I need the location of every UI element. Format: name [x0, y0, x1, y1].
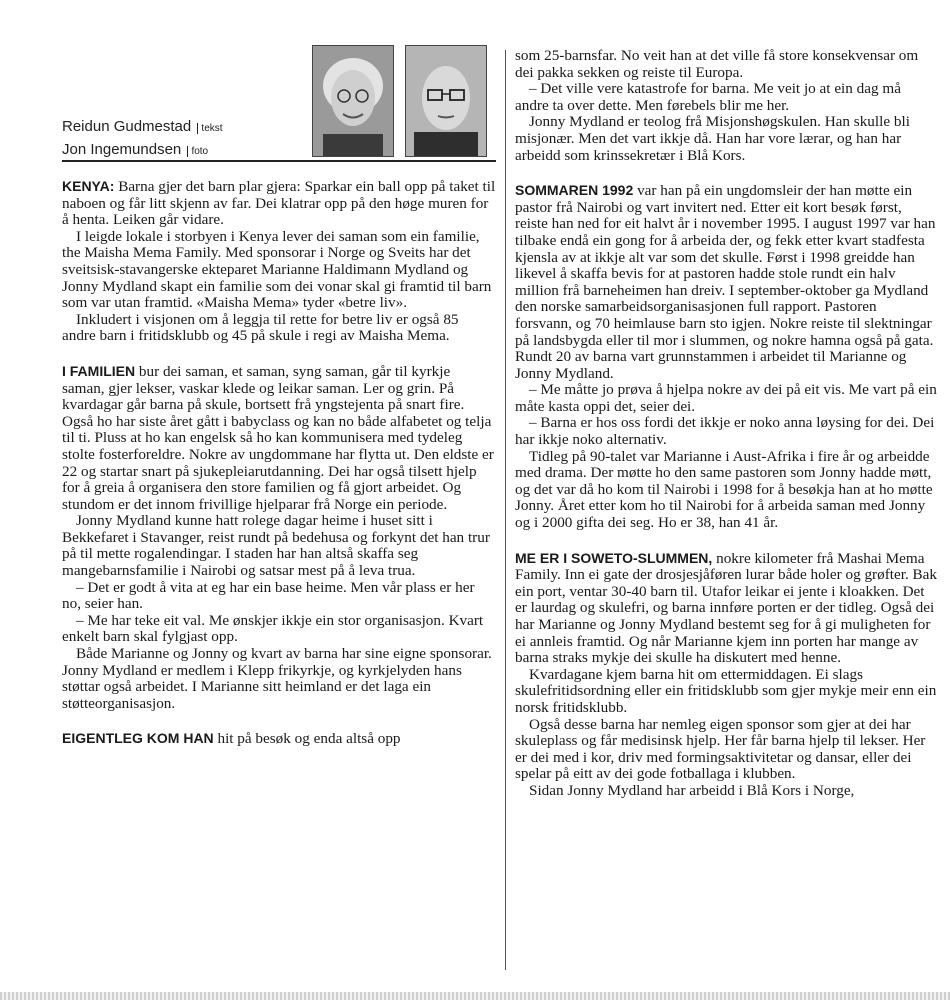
paragraph: SOMMAREN 1992 var han på ein ungdomsleir der han møtte ein pastor frå Nairobi og vart invitert ned. Etter eit kort besøk først, reiste han ned for eit halvt år i november 1995. I august 1997 var han tilbake endå ein gong for å arbeida der, og fekk etter kvart stadfesta kjensla av at ikkje alt var som det skulle. Først i 1998 greidde han likevel å skaffa bevis for at pastoren hadde stole rundt ein halv million frå barneheimen han dreiv. I september-oktober ga Mydland den norske samarbeidsorganisasjonen full rapport. Pastoren forsvann, og 70 heimlause barn sto igjen. Nokre reiste til slektningar på landsbygda eller til mor i slummen, og nokre hamna også på gata. Rundt 20 av barna vart grunnstammen i arbeidet til Marianne og Jonny Mydland.: [515, 182, 936, 382]
credit-role: foto: [187, 146, 208, 157]
byline: [62, 116, 302, 162]
paragraph: Kvardagane kjem barna hit om ettermiddagen. Ei slags skulefritidsordning eller ein fritidsklubb som gjer mykje meir enn ein norsk fritidsklubb.: [515, 665, 937, 716]
credit-name: Jon Ingemundsen: [62, 141, 182, 158]
right-column-text: [515, 48, 937, 800]
paragraph: KENYA: Barna gjer det barn plar gjera: Sparkar ein ball opp på taket til naboen og får litt skjenn av far. Dei klatrar opp på den høge muren for å henta. Leiken går vidare.: [62, 178, 496, 229]
credit-photographer: [62, 139, 302, 162]
paragraph: – Me måtte jo prøva å hjelpa nokre av dei på eit vis. Me vart på ein måte kasta oppi det, seier dei.: [515, 381, 937, 415]
paragraph: – Det er godt å vita at eg har ein base heime. Men vår plass er her no, seier han.: [62, 578, 475, 613]
paragraph: I FAMILIEN bur dei saman, et saman, syng saman, går til kyrkje saman, gjer lekser, vaskar klede og leikar saman. Ler og grin. På kvardagar går barna på skule, bortsett frå yngstejenta på snart fire. Også ho har siste året gått i babyclass og kan no både alfabetet og telja til ti. Pluss at ho kan engelsk så ho kan kommunisera med tydeleg stolte fosterforeldre. Nokre av ungdommane har flytta ut. Den eldste er 22 og startar snart på sjukepleiarutdanning. Dei har også tilsett hjelp for å greia å organisera den store familien og få gjort arbeidet. Og stundom er det innom frivillige hjelparar frå Norge ein periode.: [62, 362, 494, 513]
credit-name: Reidun Gudmestad: [62, 118, 192, 135]
paragraph: Tidleg på 90-talet var Marianne i Aust-Afrika i fire år og arbeidde med drama. Der møtte ho den same pastoren som Jonny hadde møtt, og det var då ho kom til Nairobi i 1998 for å besøkja han at ho møtte Jonny. Året etter kom ho til Nairobi for å arbeida saman med Jonny og i 2000 gifta dei seg. Ho er 38, han 41 år.: [515, 447, 933, 532]
paragraph: Jonny Mydland er teolog frå Misjonshøgskulen. Han skulle bli misjonær. Men det vart ikkje då. Han har vore lærar, og han har arbeidd som krinssekretær i Blå Kors.: [515, 113, 910, 164]
section-lead: I FAMILIEN: [62, 362, 136, 379]
paragraph: ME ER I SOWETO-SLUMMEN, nokre kilometer frå Mashai Mema Family. Inn ei gate der drosjesjåføren lurar både holer og grøfter. Bak ein port, ventar 30-40 barn til. Utafor leikar ei jente i kloakken. Det er laurdag og skulefri, og barna innføre porten er der tidleg. Også dei har Marianne og Jonny Mydland bestemt seg for å gi muligheten for ei annleis framtid. Og når Marianne kjem inn porten har mange av barna straks mykje dei skulle ha diskutert med henne.: [515, 549, 938, 667]
paragraph: Inkludert i visjonen om å leggja til rette for betre liv er også 85 andre barn i fritidsklubb og 45 på skule i regi av Maisha Mema.: [62, 310, 459, 345]
paragraph: EIGENTLEG KOM HAN hit på besøk og enda altså opp: [62, 730, 401, 748]
left-column-text: [62, 178, 496, 748]
paragraph: I leigde lokale i storbyen i Kenya lever dei saman som ein familie, the Maisha Mema Family. Med sponsorar i Norge og Sveits har det sveitsisk-stavangerske ekteparet Marianne Haldimann Mydland og Jonny Mydland skapt ein familie som dei vonar skal gi framtid til barn som var utan framtid. «Maisha Mema» tyder «betre liv».: [62, 227, 492, 312]
paragraph: Både Marianne og Jonny og kvart av barna har sine eigne sponsorar. Jonny Mydland er medlem i Klepp frikyrkje, og kyrkjelyden hans støttar også arbeidet. I Marianne sitt heimland er det laga ein støtteorganisasjon.: [62, 645, 492, 712]
credit-role: tekst: [197, 123, 222, 134]
portrait-man: [405, 45, 487, 157]
section-lead: KENYA:: [62, 178, 115, 194]
scan-edge: [0, 992, 950, 1000]
header-rule: [62, 160, 496, 162]
section-lead: ME ER I SOWETO-SLUMMEN,: [515, 549, 713, 566]
paragraph: – Det ville vere katastrofe for barna. Me veit jo at ein dag må andre ta over dette. Men førebels blir me her.: [515, 80, 901, 114]
section-lead: EIGENTLEG KOM HAN: [62, 730, 214, 747]
paragraph: Jonny Mydland kunne hatt rolege dagar heime i huset sitt i Bekkefaret i Stavanger, reist rundt på bedehusa og forkynt det han trur på til mette rogalendingar. I staden har han altså skaffa seg mangebarnsfamilie i Nairobi og satsar mest på å leva trua.: [62, 512, 490, 580]
paragraph: – Barna er hos oss fordi det ikkje er noko anna løysing for dei. Dei har ikkje noko alternativ.: [515, 414, 935, 449]
credit-writer: [62, 116, 302, 139]
paragraph: Sidan Jonny Mydland har arbeidd i Blå Kors i Norge,: [529, 781, 855, 799]
column-divider: [505, 50, 506, 970]
paragraph: Også desse barna har nemleg eigen sponsor som gjer at dei har skuleplass og får medisinsk hjelp. Her får barna hjelp til lekser. Her er dei med i kor, driv med formingsaktivitetar og dansar, eller dei spelar på eitt av dei gode fotballaga i klubben.: [515, 715, 926, 783]
paragraph: – Me har teke eit val. Me ønskjer ikkje ein stor organisasjon. Kvart enkelt barn skal fylgjast opp.: [62, 611, 484, 646]
section-lead: SOMMAREN 1992: [515, 182, 634, 199]
portrait-woman: [312, 45, 394, 157]
paragraph: som 25-barnsfar. No veit han at det ville få store konsekvensar om dei pakka sekken og reiste til Europa.: [515, 47, 919, 81]
